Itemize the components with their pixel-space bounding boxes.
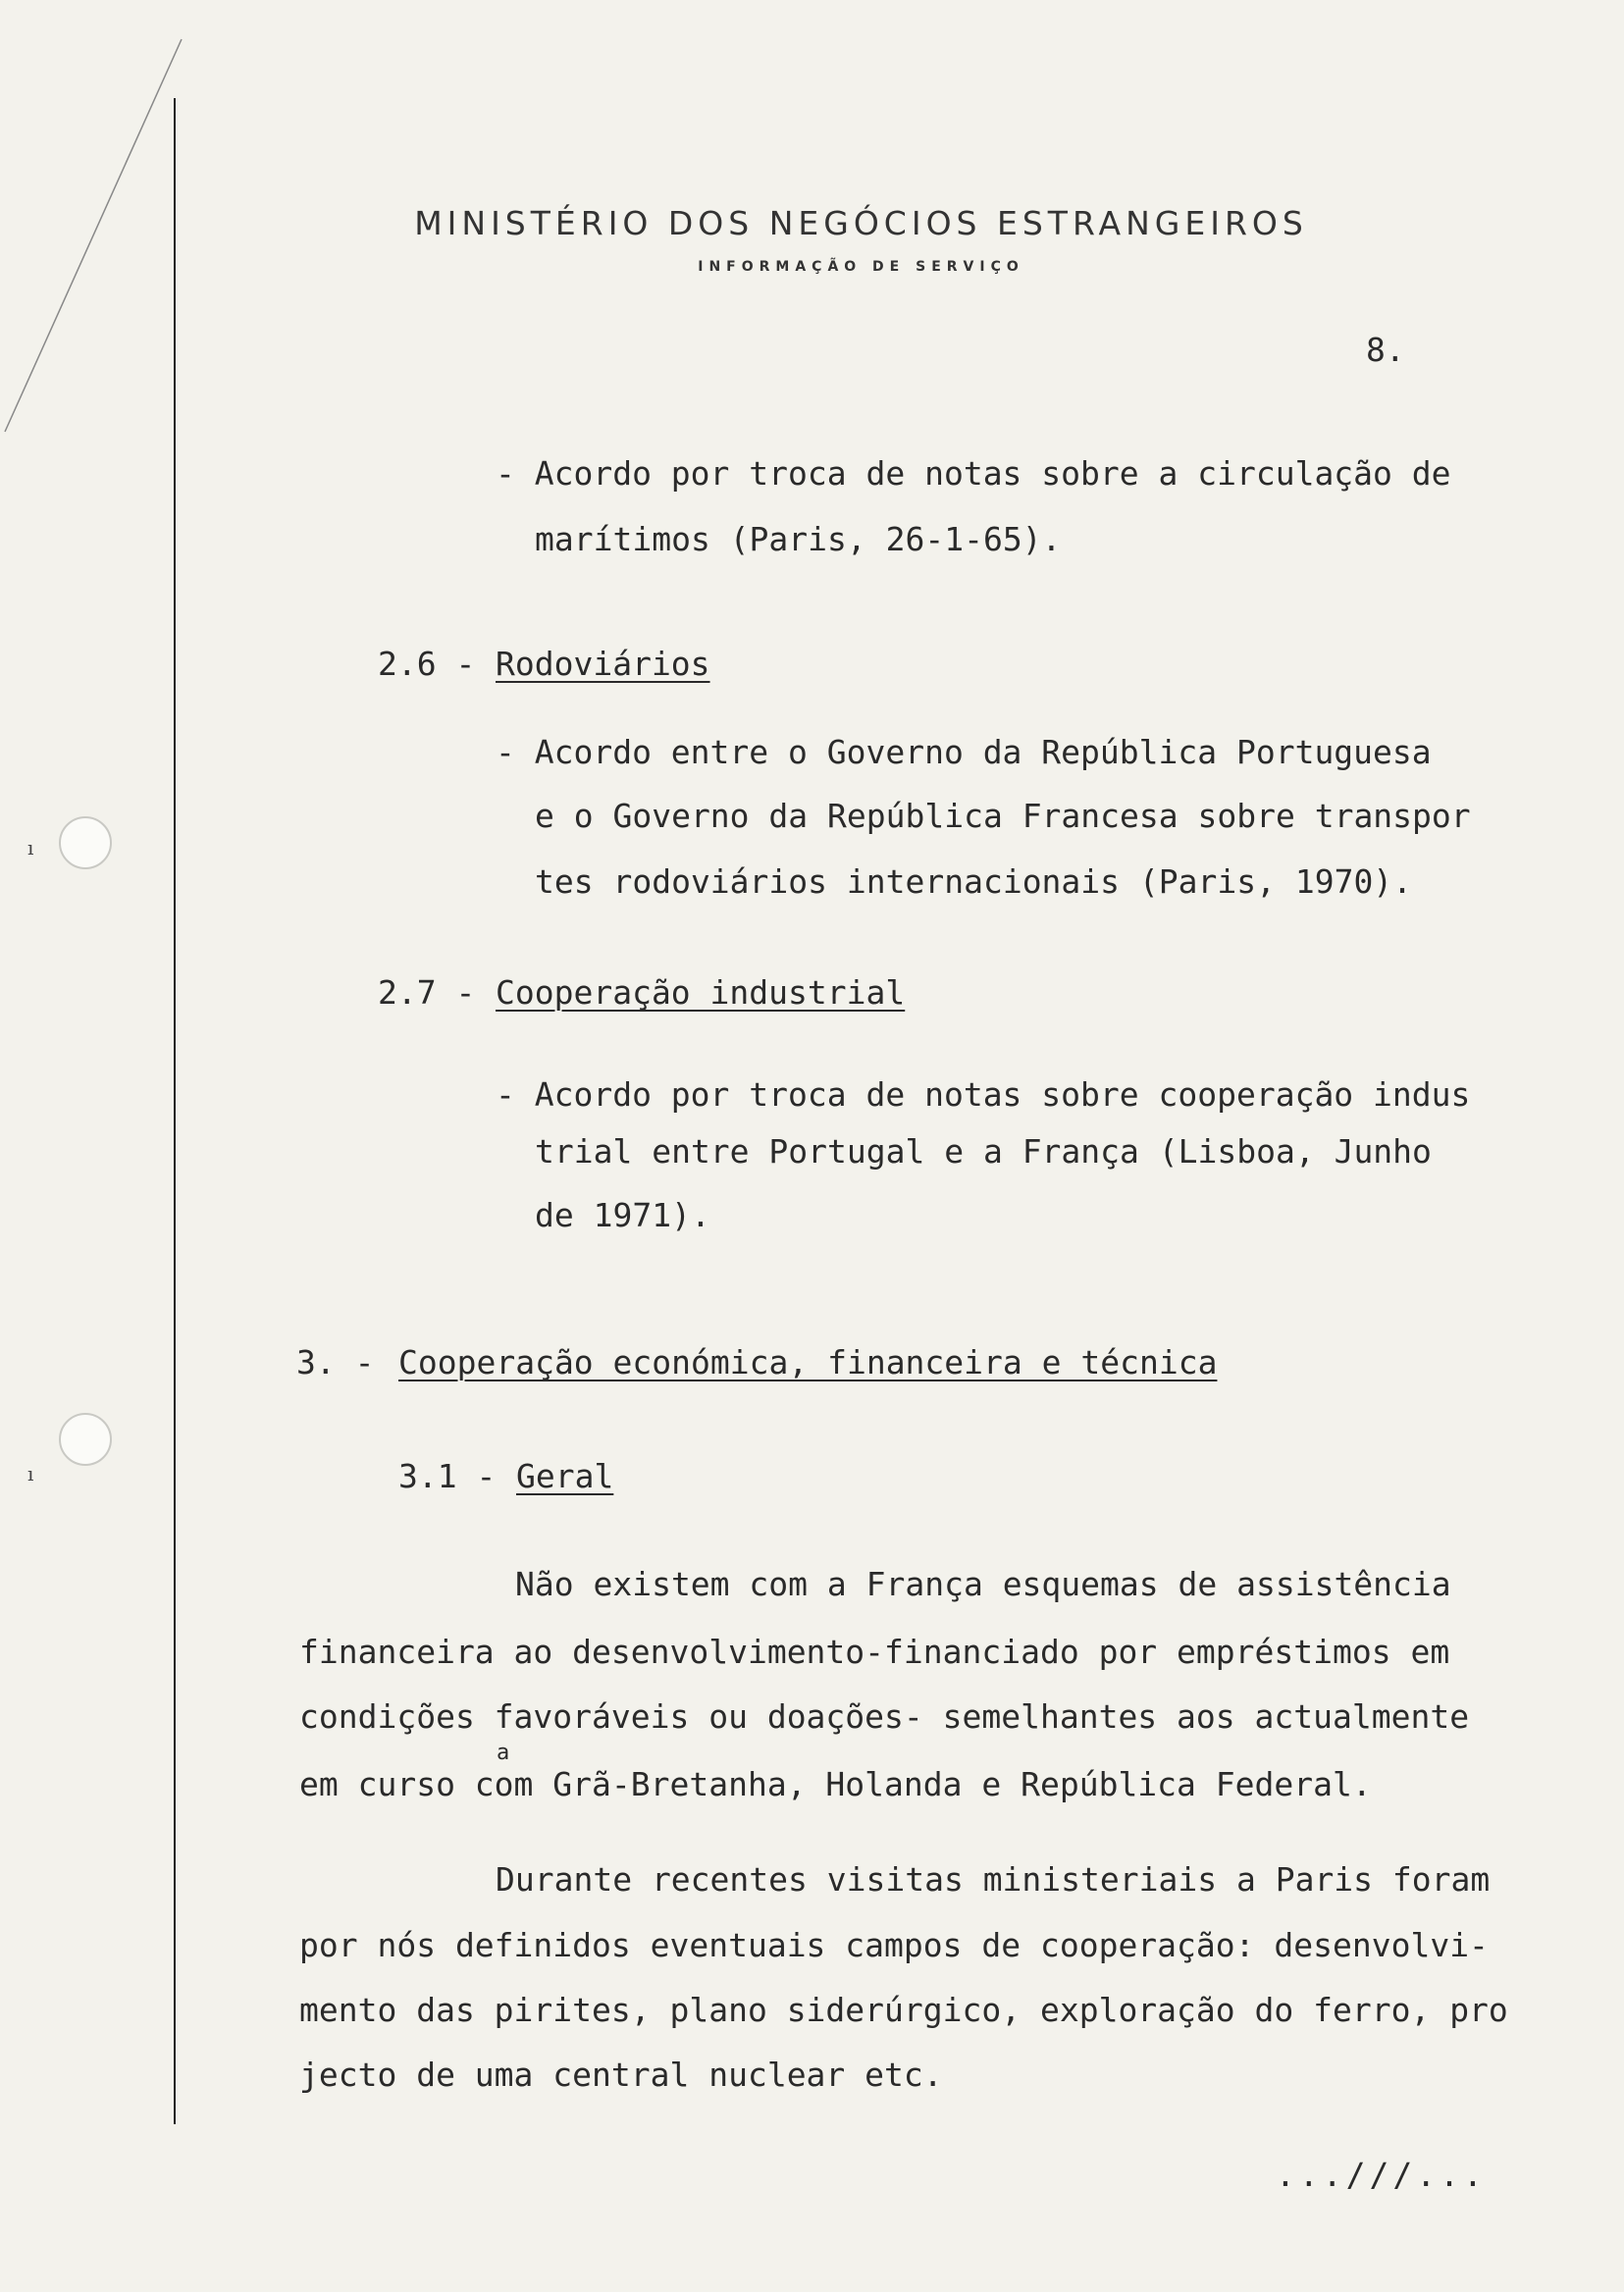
text-line: marítimos (Paris, 26-1-65). <box>535 520 1062 558</box>
section-number: 3.1 - <box>398 1457 497 1495</box>
text-line: Durante recentes visitas ministeriais a Paris foram <box>496 1860 1491 1899</box>
handwritten-insert: a <box>497 1741 510 1765</box>
page-number: 8. <box>1366 331 1405 369</box>
text-line: tes rodoviários internacionais (Paris, 1970). <box>535 862 1413 901</box>
continuation-mark: ...///... <box>1276 2156 1487 2194</box>
text-line: jecto de uma central nuclear etc. <box>299 2056 943 2094</box>
margin-pencil-line <box>0 0 216 491</box>
text-line: trial entre Portugal e a França (Lisboa, Junho <box>535 1132 1432 1171</box>
section-title: Rodoviários <box>496 645 710 683</box>
text-line: condições favoráveis ou doações- semelhantes aos actualmente <box>299 1697 1470 1736</box>
text-line: e o Governo da República Francesa sobre transpor <box>535 797 1471 835</box>
section-number: 2.7 - <box>378 973 476 1012</box>
text-line: mento das pirites, plano siderúrgico, exploração do ferro, pro <box>299 1991 1508 2029</box>
left-margin-rule <box>174 98 176 2124</box>
text-line: por nós definidos eventuais campos de cooperação: desenvolvi- <box>299 1926 1489 1964</box>
margin-mark: ı <box>27 1462 34 1485</box>
text-line: - Acordo entre o Governo da República Portuguesa <box>496 733 1432 771</box>
punch-hole-bottom <box>59 1413 112 1466</box>
text-line: Não existem com a França esquemas de assistência <box>515 1565 1451 1603</box>
text-line: - Acordo por troca de notas sobre a circulação de <box>496 454 1451 493</box>
section-number: 3. - <box>296 1343 375 1381</box>
section-title: Cooperação económica, financeira e técnica <box>398 1343 1218 1381</box>
text-line: - Acordo por troca de notas sobre cooperação indus <box>496 1075 1471 1114</box>
text-line: financeira ao desenvolvimento-financiado por empréstimos em <box>299 1633 1450 1671</box>
text-line: em curso com Grã-Bretanha, Holanda e República Federal. <box>299 1765 1372 1803</box>
service-subheading: INFORMAÇÃO DE SERVIÇO <box>698 259 1024 275</box>
section-title: Cooperação industrial <box>496 973 906 1012</box>
text-line: de 1971). <box>535 1196 710 1234</box>
margin-mark: ı <box>27 836 34 860</box>
section-title: Geral <box>516 1457 614 1495</box>
punch-hole-top <box>59 816 112 869</box>
section-number: 2.6 - <box>378 645 476 683</box>
ministry-heading: MINISTÉRIO DOS NEGÓCIOS ESTRANGEIROS <box>414 204 1308 242</box>
